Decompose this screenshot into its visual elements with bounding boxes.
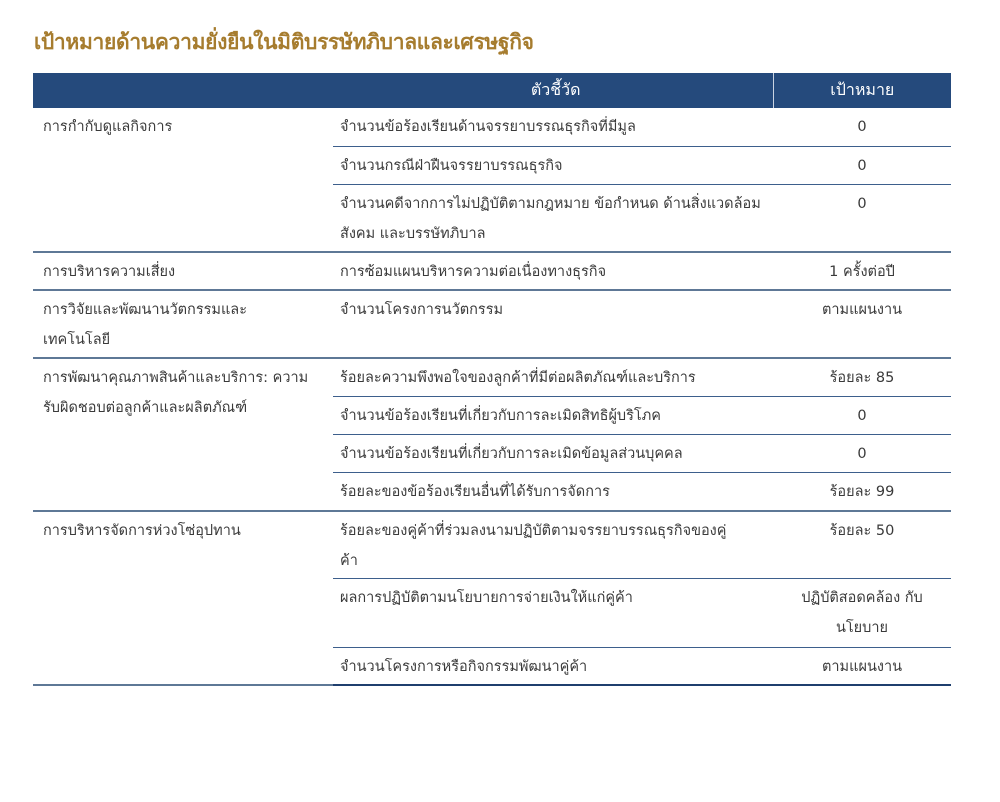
indicator-cell [333,647,773,685]
indicator-cell [333,358,773,396]
indicator-cell [333,578,773,647]
table-header-row [33,73,951,108]
target-text: ปฏิบัติสอดคล้อง กับนโยบาย [801,589,923,636]
indicator-text: จำนวนโครงการหรือกิจกรรมพัฒนาคู่ค้า [340,658,588,675]
category-product-quality: การพัฒนาคุณภาพสินค้าและบริการ: ความรับผิดชอบต่อลูกค้าและผลิตภัณฑ์ [43,370,309,416]
table-row [33,108,951,146]
target-cell [773,396,951,434]
category-cell [33,511,333,685]
indicator-cell [333,290,773,358]
target-text: 0 [857,407,867,424]
target-cell [773,511,951,578]
target-cell [773,434,951,472]
target-text: ร้อยละ 50 [829,523,895,539]
indicator-text: จำนวนข้อร้องเรียนที่เกี่ยวกับการละเมิดข้อมูลส่วนบุคคล [340,445,683,462]
target-text: ร้อยละ 99 [829,483,895,500]
target-cell [773,252,951,290]
table-row [33,358,951,396]
indicator-text: ร้อยละของคู่ค้าที่ร่วมลงนามปฏิบัติตามจรรยาบรรณธุรกิจของคู่ค้า [340,523,727,569]
target-text: 1 ครั้งต่อปี [829,264,895,280]
header-indicator: ตัวชี้วัด [33,73,773,108]
indicator-text: ผลการปฏิบัติตามนโยบายการจ่ายเงินให้แก่คู่ค้า [340,589,633,606]
category-cell [33,358,333,511]
indicator-cell [333,396,773,434]
table-row [33,252,951,290]
indicator-cell [333,434,773,472]
category-governance: การกำกับดูแลกิจการ [43,119,173,135]
indicator-cell [333,146,773,184]
target-text: 0 [857,445,867,462]
target-cell [773,290,951,358]
category-cell [33,290,333,358]
category-risk-management: การบริหารความเสี่ยง [43,264,176,280]
target-cell [773,184,951,252]
page-title: เป้าหมายด้านความยั่งยืนในมิติบรรษัทภิบาลและเศรษฐกิจ [34,30,534,54]
indicator-text: การซ้อมแผนบริหารความต่อเนื่องทางธุรกิจ [340,264,607,280]
table-row [33,511,951,578]
indicator-cell [333,252,773,290]
indicator-cell [333,472,773,511]
header-target: เป้าหมาย [773,73,951,108]
target-cell [773,472,951,511]
indicator-cell [333,184,773,252]
table-row [33,290,951,358]
indicator-text: ร้อยละของข้อร้องเรียนอื่นที่ได้รับการจัดการ [340,483,610,500]
indicator-cell [333,511,773,578]
target-text: ร้อยละ 85 [829,370,895,386]
target-cell [773,647,951,685]
sustainability-targets-table [33,73,951,686]
target-text: 0 [857,157,867,174]
target-text: ตามแผนงาน [822,658,903,675]
category-supply-chain: การบริหารจัดการห่วงโซ่อุปทาน [43,523,241,539]
target-cell [773,578,951,647]
target-text: ตามแผนงาน [822,302,903,318]
indicator-text: จำนวนข้อร้องเรียนที่เกี่ยวกับการละเมิดสิทธิผู้บริโภค [340,407,661,424]
indicator-text: จำนวนคดีจากการไม่ปฏิบัติตามกฎหมาย ข้อกำหนด ด้านสิ่งแวดล้อม สังคม และบรรษัทภิบาล [340,195,761,242]
category-innovation: การวิจัยและพัฒนานวัตกรรมและเทคโนโลยี [43,302,247,348]
indicator-cell [333,108,773,146]
target-text: 0 [857,195,867,212]
indicator-text: ร้อยละความพึงพอใจของลูกค้าที่มีต่อผลิตภัณฑ์และบริการ [340,370,696,386]
target-cell [773,358,951,396]
category-cell [33,252,333,290]
target-text: 0 [857,119,867,135]
indicator-text: จำนวนโครงการนวัตกรรม [340,302,504,318]
target-cell [773,108,951,146]
indicator-text: จำนวนข้อร้องเรียนด้านจรรยาบรรณธุรกิจที่มีมูล [340,119,636,135]
target-cell [773,146,951,184]
indicator-text: จำนวนกรณีฝ่าฝืนจรรยาบรรณธุรกิจ [340,157,563,174]
category-cell [33,108,333,252]
